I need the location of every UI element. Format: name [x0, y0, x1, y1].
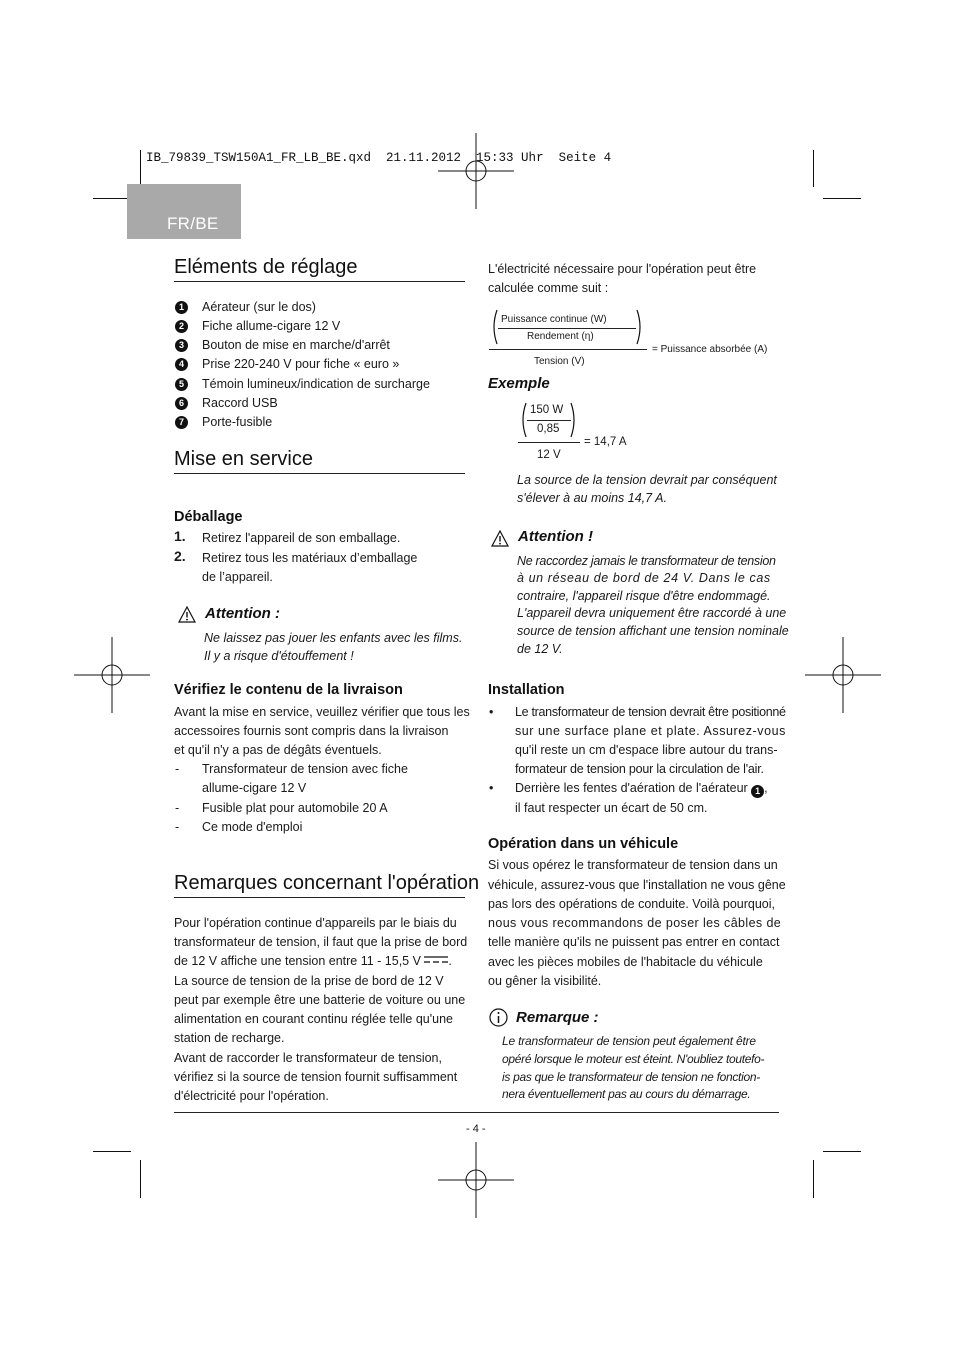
example-voltage: 12 V — [537, 449, 561, 461]
crop-mark — [93, 1151, 131, 1152]
number-badge: 2 — [175, 320, 188, 333]
language-tab — [127, 184, 241, 239]
paragraph-line: alimentation en courant continu réglée telle qu'une — [174, 1012, 453, 1026]
controls-title: Eléments de réglage — [174, 256, 358, 278]
example-note: s'élever à au moins 14,7 A. — [517, 491, 667, 505]
paragraph-line: Si vous opérez le transformateur de tension dans un — [488, 858, 778, 872]
attention-text: Ne raccordez jamais le transformateur de tension — [517, 554, 776, 568]
step-text: Retirez l'appareil de son emballage. — [202, 531, 401, 545]
formula-outer-bar — [489, 349, 647, 350]
bullet-text: il faut respecter un écart de 50 cm. — [515, 801, 708, 815]
step-text: Retirez tous les matériaux d’emballage — [202, 551, 418, 565]
controls-title-rule — [174, 281, 465, 282]
installation-title: Installation — [488, 682, 565, 698]
operation-title-rule — [174, 897, 465, 898]
formula-bracket-right — [636, 309, 644, 345]
footer-rule — [174, 1112, 779, 1113]
page-number: - 4 - — [466, 1123, 486, 1135]
bullet-text: formateur de tension pour la circulation de l'air. — [515, 762, 764, 776]
paragraph-line: La source de tension de la prise de bord de 12 V — [174, 974, 444, 988]
crop-mark — [93, 198, 131, 199]
bullet-text: qu'il reste un cm d'espace libre autour du trans- — [515, 743, 778, 757]
attention-text: à un réseau de bord de 24 V. Dans le cas — [517, 571, 771, 585]
formula-efficiency: Rendement (η) — [527, 331, 594, 342]
example-inner-bar — [527, 420, 571, 421]
step-number: 1. — [174, 528, 186, 544]
dc-symbol-icon — [424, 955, 448, 964]
bullet-text: sur une surface plane et plate. Assurez-vous — [515, 724, 786, 738]
bullet: • — [489, 781, 494, 795]
example-outer-bar — [518, 442, 580, 443]
paragraph-line: véhicule, assurez-vous que l'installation ne vous gêne — [488, 878, 786, 892]
paragraph-line: vérifiez si la source de tension fournit suffisamment — [174, 1070, 458, 1084]
note-text: is pas que le transformateur de tension ne fonction- — [502, 1070, 760, 1084]
list-item: 3 Bouton de mise en marche/d'arrêt — [175, 338, 390, 352]
attention-title: Attention ! — [518, 528, 593, 545]
startup-title-rule — [174, 473, 465, 474]
paragraph-line: calculée comme suit : — [488, 281, 609, 295]
note-text: opéré lorsque le moteur est éteint. N'oubliez toutefo- — [502, 1052, 765, 1066]
paragraph-line: telle manière qu'ils ne puissent pas entrer en contact — [488, 935, 780, 949]
number-badge: 3 — [175, 339, 188, 352]
note-text: Le transformateur de tension peut également être — [502, 1034, 756, 1048]
language-tab-label: FR/BE — [167, 214, 219, 233]
paragraph-line: de 12 V affiche une tension entre 11 - 15,5 V . — [174, 954, 452, 968]
formula-result: = Puissance absorbée (A) — [652, 344, 768, 355]
paragraph-line: d'électricité pour l'opération. — [174, 1089, 329, 1103]
crop-mark — [813, 1160, 814, 1198]
number-badge: 7 — [175, 416, 188, 429]
bullet-text: Derrière les fentes d'aération de l'aérateur 1 , — [515, 781, 768, 796]
number-badge: 1 — [175, 301, 188, 314]
list-item: Transformateur de tension avec fiche — [202, 762, 408, 776]
list-item: 6 Raccord USB — [175, 396, 278, 410]
operation-title: Remarques concernant l'opération — [174, 872, 480, 894]
paragraph-line: Avant la mise en service, veuillez vérifier que tous les — [174, 705, 470, 719]
list-item: 4 Prise 220-240 V pour fiche « euro » — [175, 357, 399, 371]
example-result: = 14,7 A — [584, 436, 627, 448]
number-badge: 1 — [751, 785, 764, 798]
startup-title: Mise en service — [174, 448, 313, 470]
number-badge: 5 — [175, 378, 188, 391]
example-power: 150 W — [530, 404, 564, 416]
note-title: Remarque : — [516, 1009, 599, 1026]
crop-mark — [813, 150, 814, 187]
crop-mark — [140, 1160, 141, 1198]
bullet-text: Le transformateur de tension devrait être positionné — [515, 705, 786, 719]
list-item: allume-cigare 12 V — [202, 781, 307, 795]
attention-text: contraire, l'appareil risque d'être endommagé. — [517, 589, 771, 603]
list-item: 5 Témoin lumineux/indication de surcharge — [175, 377, 430, 391]
formula-inner-bar — [498, 328, 636, 329]
registration-mark-top — [438, 133, 514, 209]
attention-text: Il y a risque d'étouffement ! — [204, 649, 354, 663]
unpacking-title: Déballage — [174, 509, 243, 525]
list-item: 1 Aérateur (sur le dos) — [175, 300, 316, 314]
attention-text: de 12 V. — [517, 642, 563, 656]
vehicle-title: Opération dans un véhicule — [488, 836, 679, 852]
crop-mark — [823, 1151, 861, 1152]
step-number: 2. — [174, 548, 186, 564]
paragraph-line: transformateur de tension, il faut que la prise de bord — [174, 935, 468, 949]
paragraph-line: peut par exemple être une batterie de voiture ou une — [174, 993, 466, 1007]
attention-text: source de tension affichant une tension nominale — [517, 624, 789, 638]
example-bracket-right — [570, 402, 578, 438]
example-bracket-left — [519, 402, 527, 438]
list-dash: - — [175, 801, 180, 815]
paragraph-line: Pour l'opération continue d'appareils par le biais du — [174, 916, 457, 930]
bullet: • — [489, 705, 494, 719]
example-title: Exemple — [488, 375, 550, 392]
check-title: Vérifiez le contenu de la livraison — [174, 682, 403, 698]
crop-mark — [140, 150, 141, 187]
attention-text: Ne laissez pas jouer les enfants avec les films. — [204, 631, 463, 645]
example-efficiency: 0,85 — [537, 423, 560, 435]
example-note: La source de la tension devrait par conséquent — [517, 473, 777, 487]
formula-voltage: Tension (V) — [534, 356, 585, 367]
formula-power: Puissance continue (W) — [501, 314, 607, 325]
paragraph-line: ou gêner la visibilité. — [488, 974, 602, 988]
registration-mark-left — [74, 637, 150, 713]
attention-text: L'appareil devra uniquement être raccordé à une — [517, 606, 787, 620]
paragraph-line: nous vous recommandons de poser les câbles de — [488, 916, 782, 930]
crop-mark — [823, 198, 861, 199]
warning-icon — [178, 606, 196, 623]
formula-bracket-left — [490, 309, 498, 345]
paragraph-line: station de recharge. — [174, 1031, 285, 1045]
list-item: 7 Porte-fusible — [175, 415, 272, 429]
paragraph-line: pas lors des opérations de conduite. Voilà pourquoi, — [488, 897, 775, 911]
paragraph-line: Avant de raccorder le transformateur de tension, — [174, 1051, 442, 1065]
list-dash: - — [175, 820, 180, 834]
paragraph-line: avec les pièces mobiles de l'habitacle du véhicule — [488, 955, 763, 969]
attention-title: Attention : — [205, 605, 280, 622]
list-item: Ce mode d'emploi — [202, 820, 303, 834]
note-text: nera éventuellement pas au cours du démarrage. — [502, 1087, 751, 1101]
paragraph-line: accessoires fournis sont compris dans la livraison — [174, 724, 449, 738]
registration-mark-right — [805, 637, 881, 713]
file-header: IB_79839_TSW150A1_FR_LB_BE.qxd 21.11.2012 15:33 Uhr Seite 4 — [146, 151, 612, 165]
info-icon — [489, 1008, 508, 1027]
paragraph-line: L'électricité nécessaire pour l'opération peut être — [488, 262, 757, 276]
warning-icon — [491, 530, 509, 547]
number-badge: 4 — [175, 358, 188, 371]
paragraph-line: et qu'il n'y a pas de dégâts éventuels. — [174, 743, 382, 757]
step-text: de l’appareil. — [202, 570, 273, 584]
list-dash: - — [175, 762, 180, 776]
registration-mark-bottom — [438, 1142, 514, 1218]
list-item: 2 Fiche allume-cigare 12 V — [175, 319, 340, 333]
number-badge: 6 — [175, 397, 188, 410]
list-item: Fusible plat pour automobile 20 A — [202, 801, 388, 815]
